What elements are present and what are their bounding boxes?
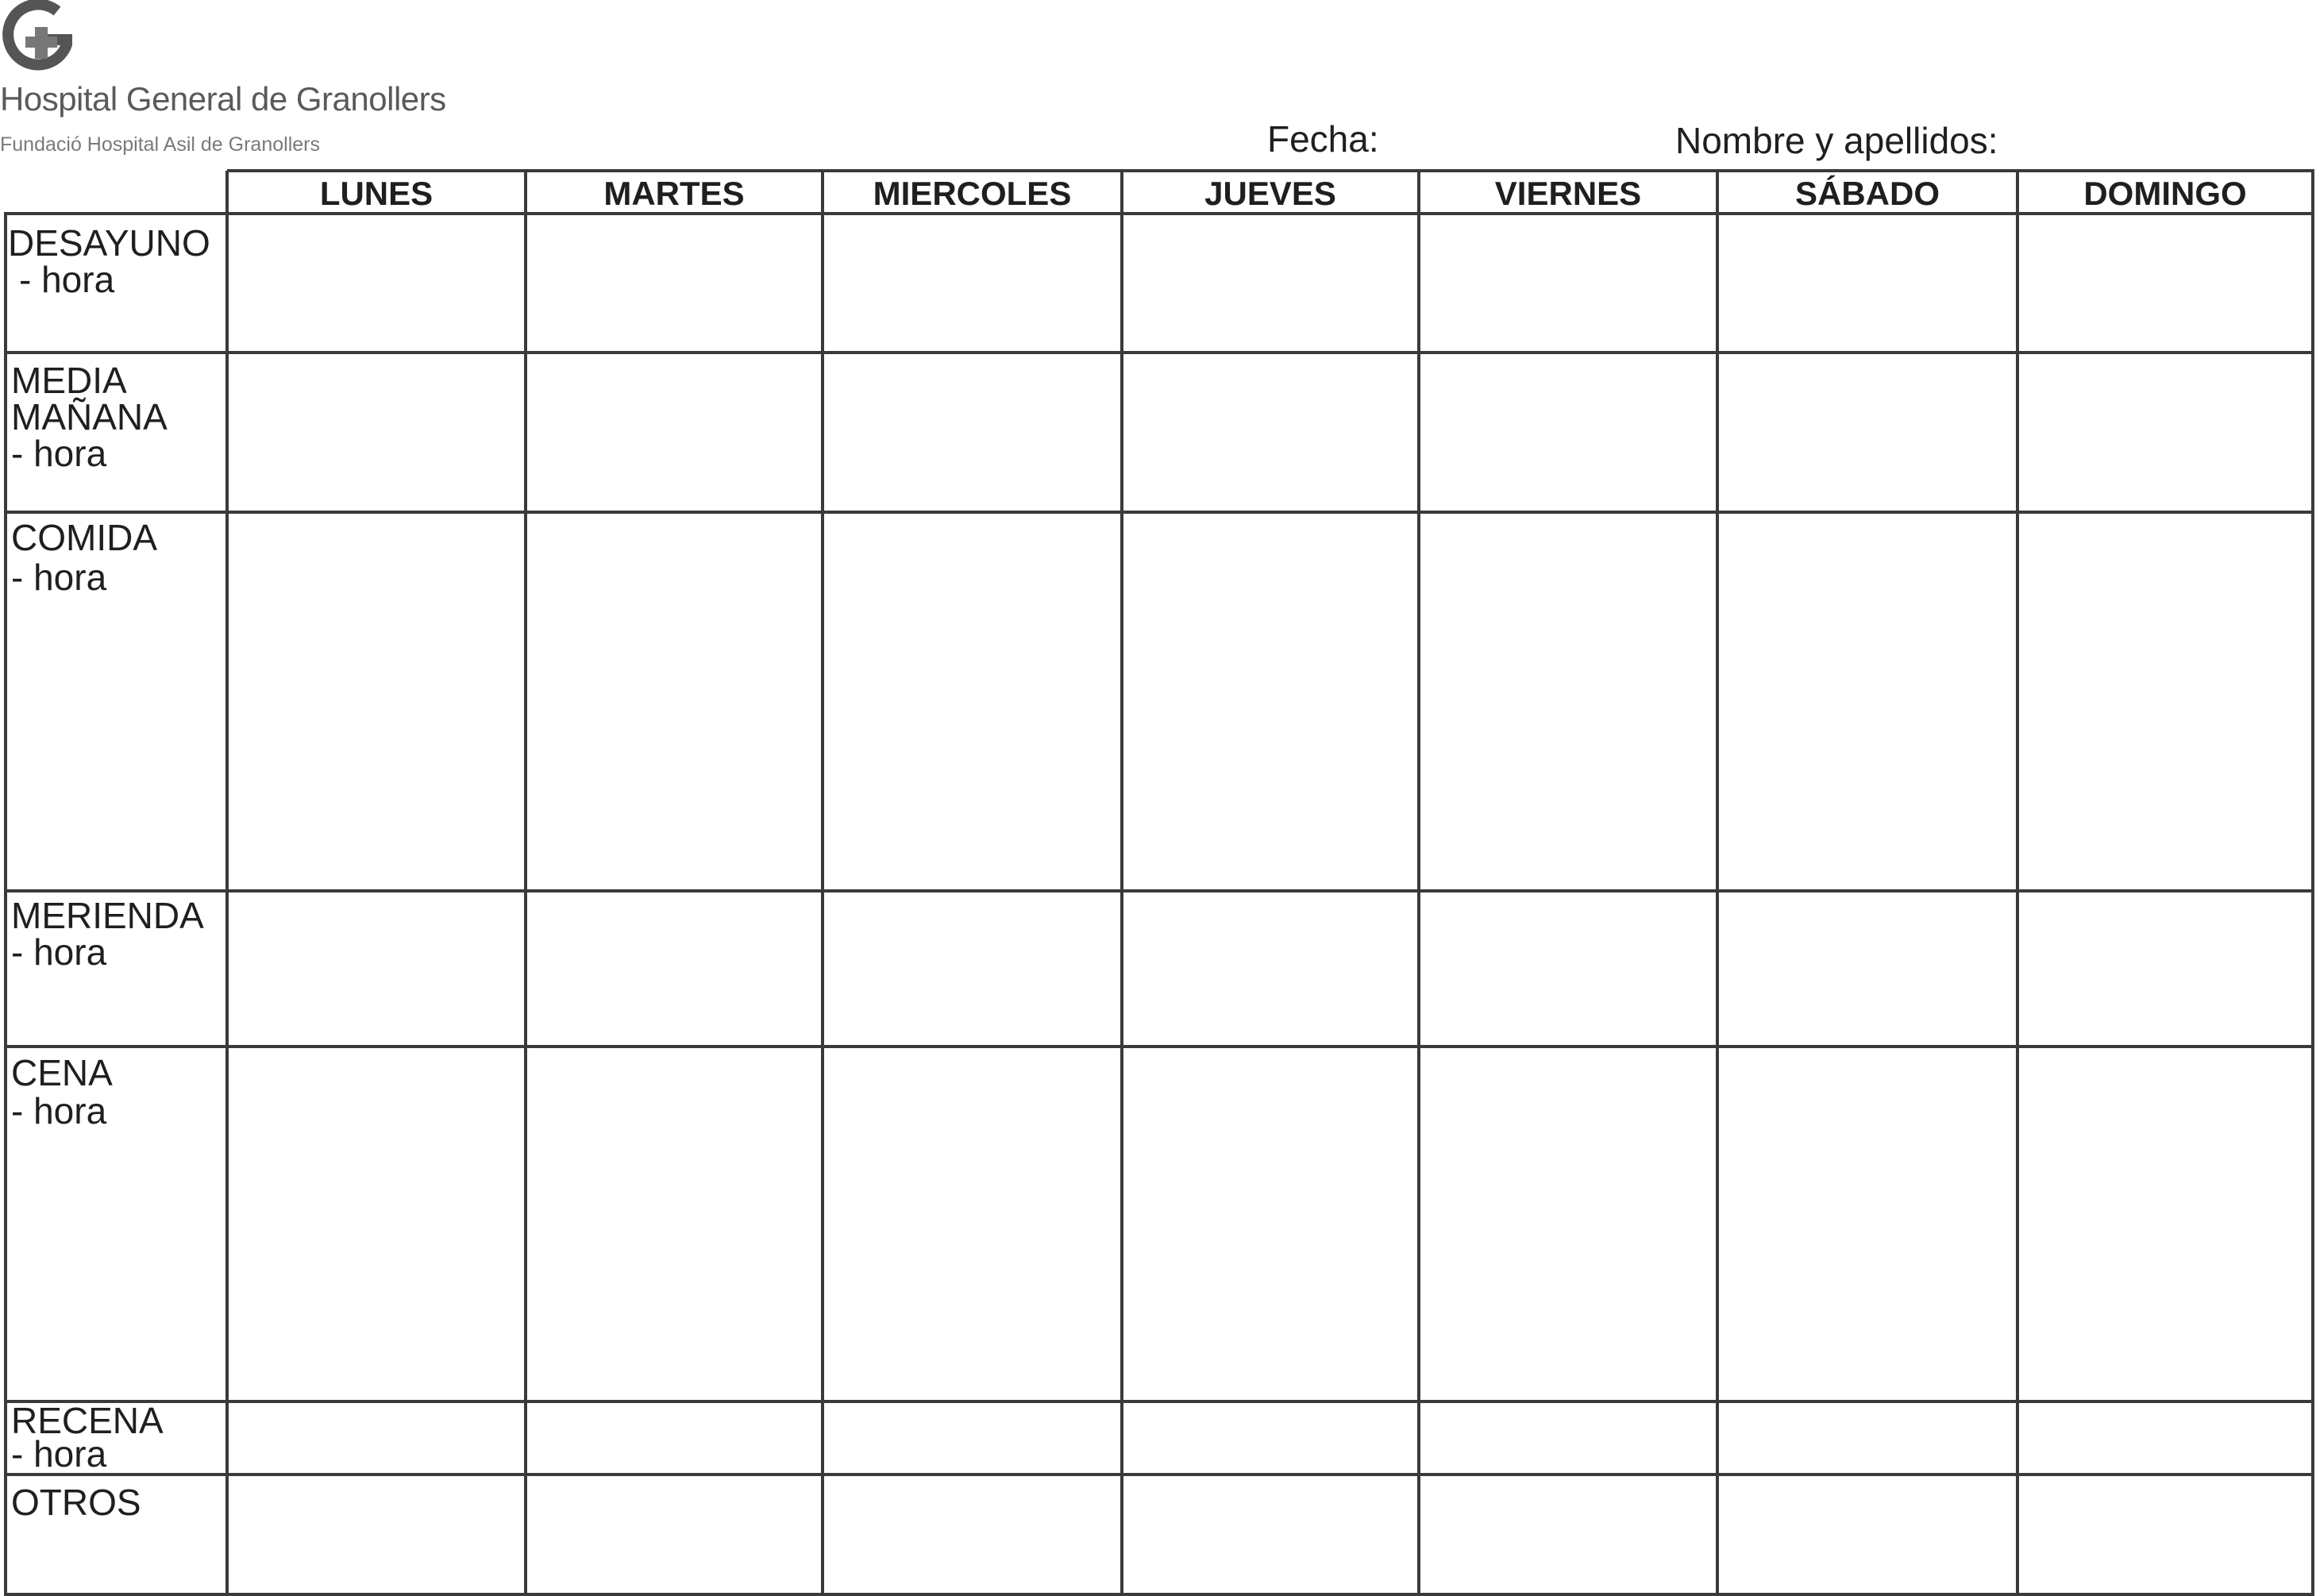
meal-name: MERIENDA (11, 895, 204, 936)
meal-label-media-manana (11, 362, 170, 472)
meal-hora: - hora (11, 1090, 107, 1131)
meal-hora: - hora (11, 557, 107, 598)
meal-label-comida (11, 519, 225, 596)
nombre-label: Nombre y apellidos: (1675, 120, 1998, 161)
day-header-miercoles: MIERCOLES (873, 175, 1072, 212)
meal-hora: - hora (11, 931, 107, 973)
meal-label-merienda (11, 895, 225, 973)
day-header-lunes: LUNES (319, 175, 434, 212)
meal-name: CENA (11, 1052, 113, 1093)
meal-hora: - hora (19, 259, 115, 300)
fecha-label: Fecha: (1267, 118, 1379, 160)
day-header-viernes: VIERNES (1494, 175, 1642, 212)
day-header-domingo: DOMINGO (2083, 175, 2247, 212)
meal-hora: - hora (11, 1433, 107, 1475)
meal-label-recena (11, 1400, 225, 1475)
meal-name: DESAYUNO (8, 222, 210, 264)
meal-label-cena (11, 1054, 225, 1129)
foundation-name: Fundació Hospital Asil de Granollers (0, 133, 320, 156)
meal-label-desayuno (8, 222, 222, 300)
hospital-name: Hospital General de Granollers (0, 80, 446, 118)
meal-name: MEDIA MAÑANA (11, 360, 168, 438)
meal-label-otros (11, 1484, 225, 1521)
meal-name: COMIDA (11, 517, 157, 558)
day-header-jueves: JUEVES (1204, 175, 1336, 212)
meal-name: RECENA (11, 1400, 164, 1441)
day-header-martes: MARTES (603, 175, 745, 212)
meal-hora: - hora (11, 433, 107, 474)
meal-name: OTROS (11, 1482, 141, 1523)
day-header-sabado: SÁBADO (1794, 175, 1940, 212)
